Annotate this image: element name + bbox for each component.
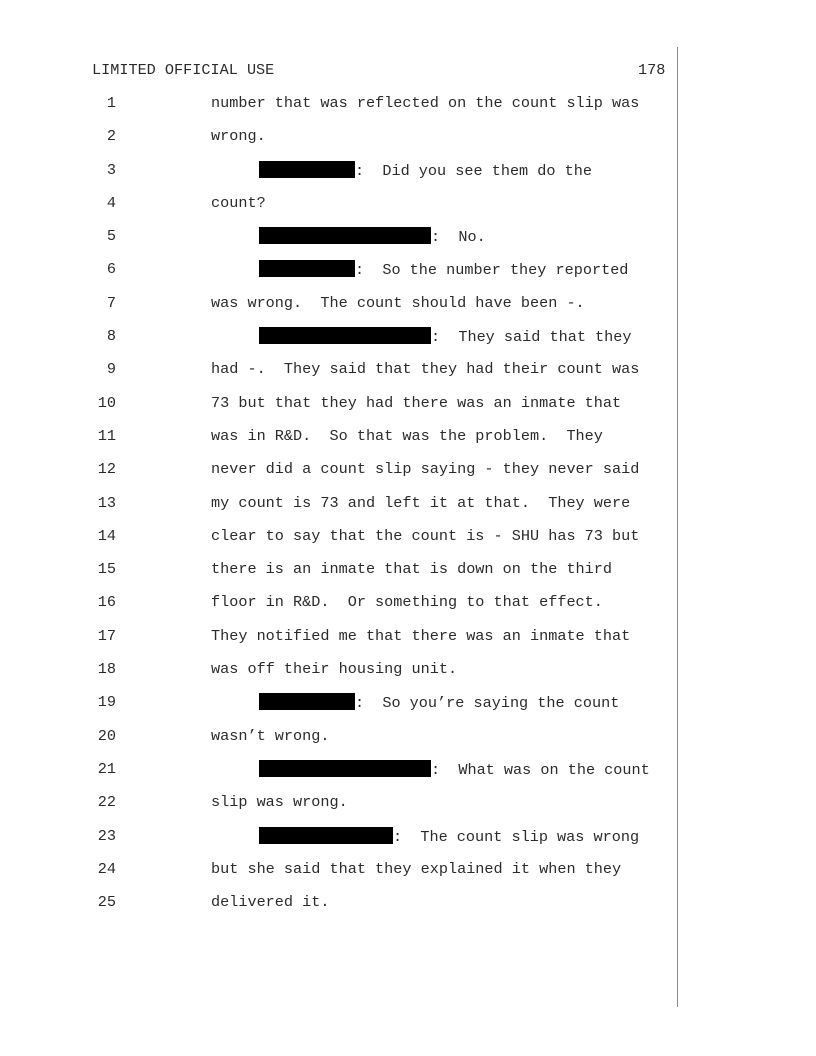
transcript-line (0, 161, 680, 194)
speaker-line (259, 227, 486, 246)
line-number: 21 (97, 759, 116, 778)
line-number: 6 (106, 260, 116, 279)
line-number: 18 (97, 660, 116, 679)
line-number: 17 (97, 626, 116, 645)
line-number: 14 (97, 526, 116, 545)
line-text: but she said that they explained it when they (211, 859, 622, 878)
line-number: 1 (106, 94, 116, 112)
line-number: 22 (97, 793, 116, 812)
line-number: 15 (97, 560, 116, 579)
line-number: 3 (106, 160, 116, 179)
transcript-line (0, 94, 680, 127)
redacted-speaker-name (259, 760, 431, 777)
transcript-line (0, 227, 680, 260)
line-number: 24 (97, 859, 116, 878)
line-number: 19 (97, 693, 116, 712)
speaker-line (259, 693, 619, 712)
speaker-line (259, 161, 592, 180)
redacted-speaker-name (259, 693, 355, 710)
transcript-line (0, 427, 680, 460)
redacted-speaker-name (259, 327, 431, 344)
line-text: was in R&D. So that was the problem. They (211, 426, 603, 445)
line-text: there is an inmate that is down on the third (211, 560, 613, 579)
transcript-line (0, 194, 680, 227)
transcript-line (0, 260, 680, 293)
line-text: : They said that they (431, 328, 632, 347)
line-text: was wrong. The count should have been -. (211, 293, 585, 312)
line-text: my count is 73 and left it at that. They were (211, 493, 631, 512)
redacted-speaker-name (259, 827, 393, 844)
transcript-line (0, 827, 680, 860)
line-text: delivered it. (211, 893, 330, 912)
transcript-line (0, 527, 680, 560)
transcript-line (0, 327, 680, 360)
line-text: : So you’re saying the count (355, 694, 620, 713)
line-text: wrong. (211, 127, 266, 146)
line-text: : The count slip was wrong (393, 827, 640, 846)
line-number: 16 (97, 593, 116, 612)
line-text: : What was on the count (431, 760, 650, 779)
transcript-line (0, 460, 680, 493)
speaker-line (259, 760, 650, 779)
transcript-line (0, 660, 680, 693)
transcript-line (0, 560, 680, 593)
line-number: 8 (106, 327, 116, 346)
transcript-line (0, 760, 680, 793)
line-text: had -. They said that they had their count was (211, 360, 640, 379)
line-number: 20 (97, 726, 116, 745)
line-text: number that was reflected on the count slip was (211, 94, 640, 112)
line-text: : No. (431, 228, 486, 247)
redacted-speaker-name (259, 227, 431, 244)
transcript-line (0, 627, 680, 660)
line-number: 12 (97, 460, 116, 479)
line-text: wasn’t wrong. (211, 726, 330, 745)
line-text: never did a count slip saying - they never said (211, 460, 640, 479)
line-number: 2 (106, 127, 116, 146)
speaker-line (259, 327, 632, 346)
line-number: 9 (106, 360, 116, 379)
line-text: They notified me that there was an inmate that (211, 626, 631, 645)
line-text: slip was wrong. (211, 793, 348, 812)
line-text: 73 but that they had there was an inmate that (211, 393, 622, 412)
speaker-line (259, 260, 628, 279)
page-header-title: LIMITED OFFICIAL USE (92, 61, 275, 79)
transcript-line (0, 893, 680, 926)
transcript-line (0, 860, 680, 893)
transcript-line (0, 693, 680, 726)
line-text: : So the number they reported (355, 261, 629, 280)
transcript-line (0, 793, 680, 826)
line-text: clear to say that the count is - SHU has 73 but (211, 526, 640, 545)
transcript-line (0, 360, 680, 393)
line-text: : Did you see them do the (355, 161, 592, 180)
page-number: 178 (638, 61, 666, 79)
line-text: floor in R&D. Or something to that effect. (211, 593, 603, 612)
line-number: 11 (97, 426, 116, 445)
line-number: 7 (106, 293, 116, 312)
transcript-lines (0, 94, 680, 926)
redacted-speaker-name (259, 260, 355, 277)
line-text: was off their housing unit. (211, 660, 458, 679)
transcript-line (0, 294, 680, 327)
line-number: 5 (106, 227, 116, 246)
transcript-line (0, 394, 680, 427)
speaker-line (259, 827, 639, 846)
line-number: 10 (97, 393, 116, 412)
transcript-line (0, 494, 680, 527)
line-number: 4 (106, 193, 116, 212)
transcript-line (0, 727, 680, 760)
line-text: count? (211, 193, 266, 212)
redacted-speaker-name (259, 161, 355, 178)
transcript-line (0, 127, 680, 160)
line-number: 25 (97, 893, 116, 912)
line-number: 13 (97, 493, 116, 512)
transcript-line (0, 593, 680, 626)
line-number: 23 (97, 826, 116, 845)
